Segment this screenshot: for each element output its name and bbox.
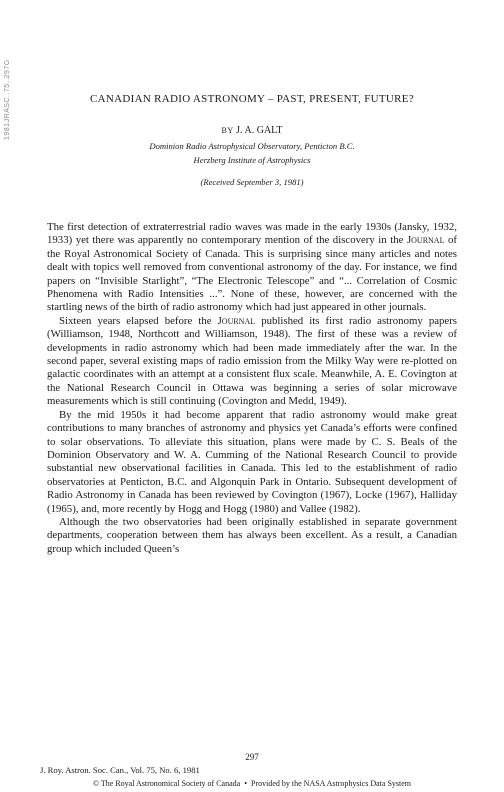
- journal-name: Journal: [406, 234, 445, 247]
- body-text-run: published its first radio astronomy papers (Williamson, 1948, Northcott and Williamson, 1948). The first of these was a review of developments in radio astronomy which had been made immediately after the war. In the second paper, several existing maps of radio emission from the Milky Way were re-plotted on galactic coordinates with an attempt at a consistent flux scale. Meanwhile, A. E. Covington at the National Research Council in Ottawa was beginning a series of solar microwave measurements which is still continuing (Covington and Medd, 1949).: [47, 314, 457, 408]
- article-body: [47, 221, 457, 556]
- bibcode-margin-label: 1981JRASC..75..297G: [4, 59, 11, 140]
- copyright-notice: © The Royal Astronomical Society of Canada: [92, 779, 241, 788]
- ads-notice: Provided by the NASA Astrophysics Data System: [251, 779, 412, 788]
- author-name: J. A. GALT: [236, 125, 283, 136]
- footer-separator: •: [244, 779, 248, 788]
- body-text-run: The first detection of extraterrestrial radio waves was made in the early 1930s (Jansky, 1932, 1933) yet there was apparently no contemporary mention of the discovery in the: [47, 221, 457, 247]
- journal-citation: J. Roy. Astron. Soc. Can., Vol. 75, No. 6, 1981: [40, 765, 200, 775]
- received-date: (Received September 3, 1981): [200, 177, 304, 187]
- byline: [0, 125, 504, 136]
- page-number: 297: [245, 752, 259, 762]
- affiliation-line-1: Dominion Radio Astrophysical Observatory, Penticton B.C.: [149, 141, 355, 151]
- article-title: CANADIAN RADIO ASTRONOMY – PAST, PRESENT, FUTURE?: [90, 93, 414, 105]
- body-paragraph: [47, 516, 457, 556]
- body-text-run: Although the two observatories had been originally established in separate government departments, cooperation between them has always been excellent. As a result, a Canadian group which included Queen’s: [47, 515, 457, 555]
- body-paragraph: [47, 409, 457, 516]
- body-paragraph: [47, 315, 457, 409]
- body-text-run: Sixteen years elapsed before the: [59, 314, 218, 327]
- body-text-run: of the Royal Astronomical Society of Canada. This is surprising since many articles and notes dealt with topics well removed from conventional astronomy of the day. For instance, we find papers on “Invisible Starlight”, “The Electronic Telescope” and “... Correlation of Cosmic Phenomena with Radio Intensities ...”. None of these, however, are concerned with the startling news of the birth of radio astronomy which had just appeared in other journals.: [47, 234, 457, 314]
- affiliation-line-2: Herzberg Institute of Astrophysics: [193, 155, 311, 165]
- body-paragraph: [47, 221, 457, 315]
- footer-credit: [0, 779, 504, 788]
- journal-name: Journal: [217, 314, 256, 327]
- body-text-run: By the mid 1950s it had become apparent that radio astronomy would make great contributions to many branches of astronomy and physics yet Canada’s efforts were confined to solar observations. To alleviate this situation, plans were made by C. S. Beals of the Dominion Observatory and W. A. Cumming of the National Research Council to provide substantial new observational facilities in Canada. This led to the establishment of radio observatories at Penticton, B.C. and Algonquin Park in Ontario. Subsequent development of Radio Astronomy in Canada has been reviewed by Covington (1967), Locke (1967), Halliday (1965), and, more recently by Hogg and Hogg (1980) and Vallee (1982).: [47, 408, 457, 515]
- byline-prefix: BY: [221, 126, 234, 135]
